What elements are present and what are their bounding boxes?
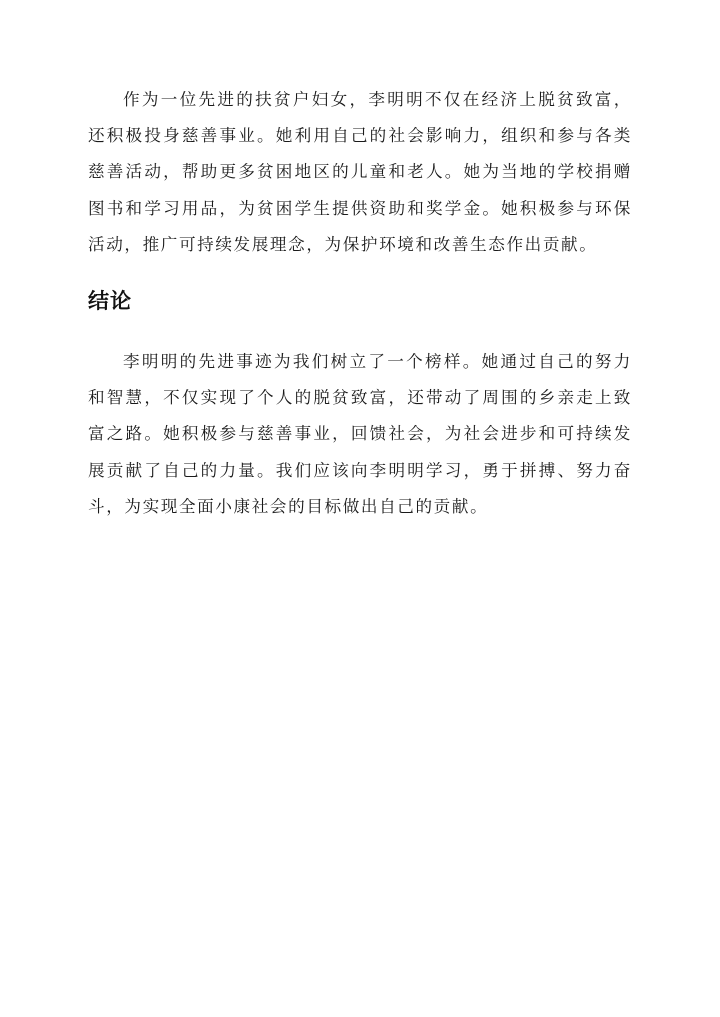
- paragraph-line: 李明明的先进事迹为我们树立了一个榜样。她通过自己的努力: [123, 351, 632, 371]
- paragraph-charity: [88, 82, 632, 263]
- document-body: [88, 82, 632, 525]
- paragraph-line: 慈善活动，帮助更多贫困地区的儿童和老人。她为当地的学校捐赠: [88, 162, 632, 182]
- paragraph-line: 展贡献了自己的力量。我们应该向李明明学习，勇于拼搏、努力奋: [88, 460, 632, 480]
- section-heading-conclusion: 结论: [88, 288, 132, 313]
- paragraph-line: 斗，为实现全面小康社会的目标做出自己的贡献。: [88, 496, 489, 516]
- paragraph-line: 图书和学习用品，为贫困学生提供资助和奖学金。她积极参与环保: [88, 198, 632, 218]
- paragraph-line: 和智慧，不仅实现了个人的脱贫致富，还带动了周围的乡亲走上致: [88, 388, 632, 408]
- paragraph-line: 富之路。她积极参与慈善事业，回馈社会，为社会进步和可持续发: [88, 424, 632, 444]
- paragraph-line: 还积极投身慈善事业。她利用自己的社会影响力，组织和参与各类: [88, 126, 632, 146]
- paragraph-line: 作为一位先进的扶贫户妇女，李明明不仅在经济上脱贫致富，: [123, 90, 632, 109]
- paragraph-conclusion: [88, 344, 632, 525]
- paragraph-line: 活动，推广可持续发展理念，为保护环境和改善生态作出贡献。: [88, 234, 598, 254]
